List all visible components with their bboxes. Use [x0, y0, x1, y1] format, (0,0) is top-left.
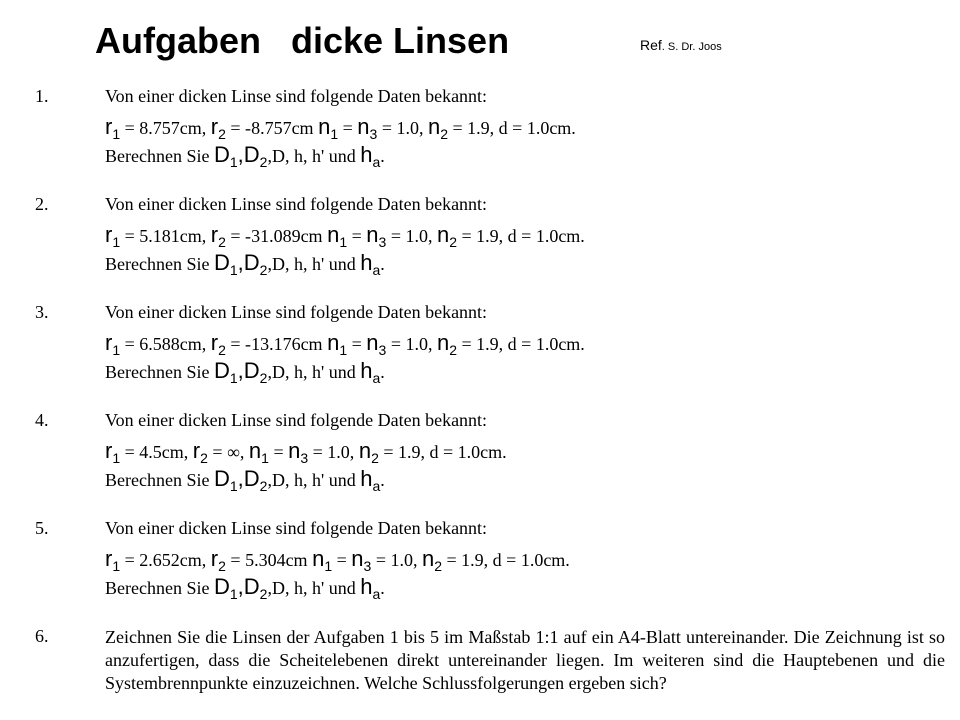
subscript: 2: [218, 342, 226, 358]
task-question: [105, 574, 385, 600]
subscript: a: [372, 478, 381, 494]
task-number: 6.: [35, 626, 49, 646]
n2-value: = 1.9, d = 1.0cm.: [457, 334, 585, 354]
d-symbol: D: [243, 250, 260, 275]
subscript: 2: [259, 586, 268, 602]
subscript: a: [372, 262, 381, 278]
n-value: = 1.0,: [377, 118, 428, 138]
r-symbol: r: [105, 222, 113, 247]
n2-value: = 1.9, d = 1.0cm.: [448, 118, 576, 138]
subscript: 1: [330, 126, 339, 142]
subscript: 1: [229, 262, 238, 278]
r2-value: 13.176cm: [251, 334, 328, 354]
calc-prefix: Berechnen Sie: [105, 146, 214, 166]
task-intro: Von einer dicken Linse sind folgende Daten bekannt:: [105, 194, 488, 214]
page-title: Aufgaben dicke Linsen: [95, 20, 510, 61]
subscript: 1: [339, 234, 348, 250]
r-symbol: r: [210, 114, 219, 139]
subscript: 1: [229, 370, 238, 386]
h-symbol: h: [360, 358, 373, 383]
task-data: [105, 438, 507, 464]
subscript: 2: [440, 126, 449, 142]
task-number: 3.: [35, 302, 49, 322]
n-symbol: n: [427, 114, 441, 139]
n-symbol: n: [357, 114, 370, 139]
r-symbol: r: [210, 222, 219, 247]
r2-sign: = -: [225, 226, 252, 246]
n-value: = 1.0,: [386, 226, 437, 246]
r2-sign: = -: [225, 334, 252, 354]
d-symbol: D: [243, 358, 260, 383]
n-symbol: n: [366, 330, 379, 355]
subscript: 2: [449, 342, 458, 358]
r2-sign: =: [225, 550, 246, 570]
task-data: [105, 330, 585, 356]
r2-sign: =: [207, 442, 228, 462]
n2-value: = 1.9, d = 1.0cm.: [457, 226, 585, 246]
subscript: a: [372, 154, 381, 170]
d-symbol: D: [213, 358, 230, 383]
ref-label: Ref: [640, 37, 662, 53]
d-symbol: D: [243, 466, 260, 491]
r1-value: = 6.588cm,: [120, 334, 211, 354]
r-symbol: r: [105, 330, 113, 355]
r1-value: = 2.652cm,: [120, 550, 211, 570]
r2-value: 8.757cm: [251, 118, 319, 138]
subscript: 2: [259, 370, 268, 386]
n-symbol: n: [358, 438, 372, 463]
task-data: [105, 546, 570, 572]
subscript: 2: [200, 450, 208, 466]
task-question: [105, 250, 385, 276]
comma: ,: [237, 142, 244, 167]
r-symbol: r: [105, 438, 113, 463]
subscript: 2: [259, 154, 268, 170]
n-symbol: n: [327, 222, 340, 247]
n-symbol: n: [436, 330, 450, 355]
calc-mid: ,D, h, h' und: [267, 362, 361, 382]
n-symbol: n: [421, 546, 435, 571]
subscript: 1: [324, 558, 333, 574]
equals: =: [347, 226, 367, 246]
subscript: 3: [369, 126, 378, 142]
r2-sign: = -: [225, 118, 252, 138]
h-symbol: h: [360, 142, 373, 167]
period: .: [380, 362, 385, 382]
n-symbol: n: [312, 546, 325, 571]
task-number: 5.: [35, 518, 49, 538]
task-intro: Von einer dicken Linse sind folgende Daten bekannt:: [105, 518, 488, 538]
calc-mid: ,D, h, h' und: [267, 578, 361, 598]
subscript: 1: [229, 154, 238, 170]
task-text: Zeichnen Sie die Linsen der Aufgaben 1 bis 5 im Maßstab 1:1 auf ein A4-Blatt untereinander. Die Zeichnung ist so anzufertigen, dass die Scheitelebenen direkt untereinander liegen. Im weiteren sind die Hauptebenen und die Systembrennpunkte einzuzeichnen. Welche Schlussfolgerungen ergeben sich?: [105, 627, 945, 693]
r1-value: = 8.757cm,: [120, 118, 211, 138]
h-symbol: h: [360, 466, 373, 491]
subscript: 1: [229, 478, 238, 494]
subscript: 1: [112, 342, 121, 358]
subscript: 1: [261, 450, 269, 466]
calc-prefix: Berechnen Sie: [105, 362, 214, 382]
calc-mid: ,D, h, h' und: [267, 146, 361, 166]
task-question: [105, 466, 385, 492]
reference: [640, 37, 722, 53]
task-intro: Von einer dicken Linse sind folgende Daten bekannt:: [105, 86, 488, 106]
r-symbol: r: [210, 546, 219, 571]
r-symbol: r: [210, 330, 219, 355]
r-symbol: r: [192, 438, 201, 463]
period: .: [380, 578, 385, 598]
r2-value: 31.089cm: [251, 226, 328, 246]
comma: ,: [237, 466, 244, 491]
n-symbol: n: [327, 330, 340, 355]
subscript: 3: [378, 342, 387, 358]
task-question: [105, 358, 385, 384]
task-intro: Von einer dicken Linse sind folgende Daten bekannt:: [105, 302, 488, 322]
d-symbol: D: [243, 142, 260, 167]
n-symbol: n: [318, 114, 331, 139]
task-question: [105, 142, 385, 168]
calc-mid: ,D, h, h' und: [267, 470, 361, 490]
calc-prefix: Berechnen Sie: [105, 470, 214, 490]
subscript: 1: [339, 342, 348, 358]
equals: =: [338, 118, 358, 138]
subscript: 2: [259, 478, 268, 494]
d-symbol: D: [213, 250, 230, 275]
task-number: 2.: [35, 194, 49, 214]
n-symbol: n: [366, 222, 379, 247]
calc-mid: ,D, h, h' und: [267, 254, 361, 274]
n2-value: = 1.9, d = 1.0cm.: [378, 442, 507, 462]
task-data: [105, 222, 585, 248]
d-symbol: D: [213, 466, 230, 491]
equals: =: [268, 442, 289, 462]
d-symbol: D: [243, 574, 260, 599]
r-symbol: r: [105, 546, 113, 571]
calc-prefix: Berechnen Sie: [105, 254, 214, 274]
subscript: a: [372, 586, 381, 602]
n-symbol: n: [248, 438, 262, 463]
n-value: = 1.0,: [371, 550, 422, 570]
ref-author: . S. Dr. Joos: [661, 41, 722, 53]
r2-value: ∞,: [227, 442, 249, 462]
subscript: a: [372, 370, 381, 386]
n-value: = 1.0,: [386, 334, 437, 354]
comma: ,: [237, 574, 244, 599]
n-symbol: n: [436, 222, 450, 247]
subscript: 3: [363, 558, 372, 574]
h-symbol: h: [360, 574, 373, 599]
comma: ,: [237, 358, 244, 383]
subscript: 2: [434, 558, 443, 574]
n-symbol: n: [351, 546, 364, 571]
subscript: 1: [112, 450, 121, 466]
period: .: [380, 470, 385, 490]
d-symbol: D: [213, 574, 230, 599]
task-number: 4.: [35, 410, 49, 430]
comma: ,: [237, 250, 244, 275]
r1-value: = 4.5cm,: [120, 442, 193, 462]
subscript: 1: [229, 586, 238, 602]
subscript: 2: [371, 450, 379, 466]
d-symbol: D: [213, 142, 230, 167]
subscript: 2: [218, 234, 226, 250]
r-symbol: r: [105, 114, 113, 139]
r2-value: 5.304cm: [245, 550, 313, 570]
equals: =: [332, 550, 352, 570]
r1-value: = 5.181cm,: [120, 226, 211, 246]
n-value: = 1.0,: [308, 442, 359, 462]
task-intro: Von einer dicken Linse sind folgende Daten bekannt:: [105, 410, 488, 430]
task-number: 1.: [35, 86, 49, 106]
equals: =: [347, 334, 367, 354]
period: .: [380, 254, 385, 274]
task-data: [105, 114, 576, 140]
subscript: 3: [300, 450, 309, 466]
subscript: 3: [378, 234, 387, 250]
subscript: 1: [112, 234, 121, 250]
subscript: 1: [112, 558, 121, 574]
period: .: [380, 146, 385, 166]
subscript: 2: [218, 558, 226, 574]
calc-prefix: Berechnen Sie: [105, 578, 214, 598]
h-symbol: h: [360, 250, 373, 275]
subscript: 2: [259, 262, 268, 278]
subscript: 2: [218, 126, 226, 142]
n2-value: = 1.9, d = 1.0cm.: [442, 550, 570, 570]
n-symbol: n: [288, 438, 301, 463]
subscript: 2: [449, 234, 458, 250]
subscript: 1: [112, 126, 121, 142]
